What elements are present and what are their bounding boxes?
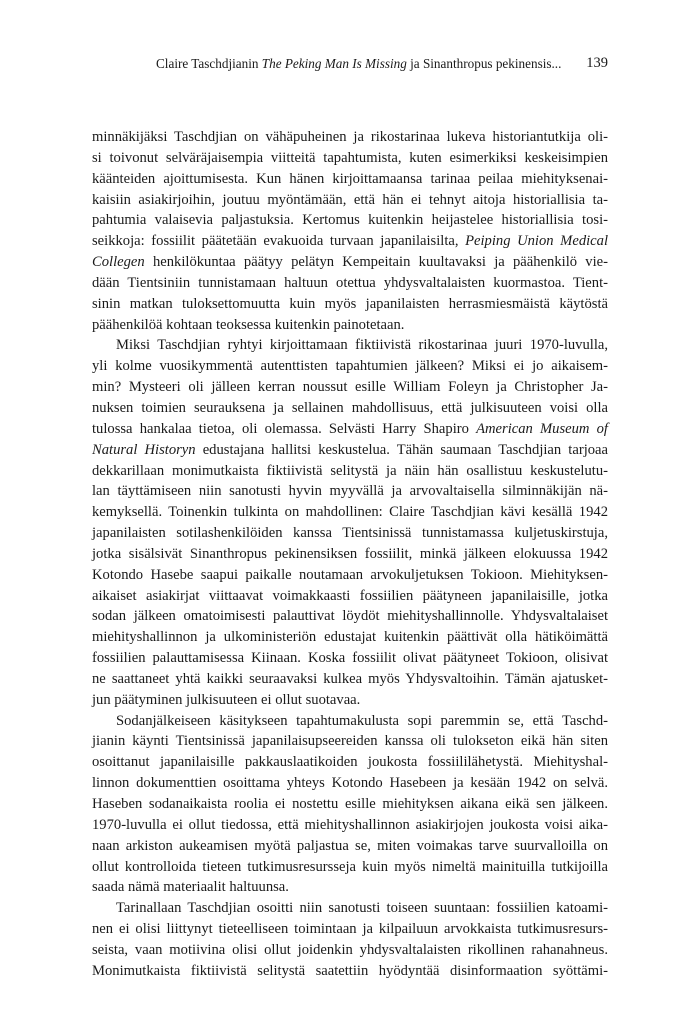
text-line bbox=[92, 398, 608, 419]
text-segment: henkilökuntaa päätyy pelätyn Kempeitain kuultavaksi ja päähenkilö vie- bbox=[144, 254, 608, 271]
text-line bbox=[92, 711, 608, 732]
text-line bbox=[92, 669, 608, 690]
page-number: 139 bbox=[586, 55, 608, 71]
text-segment: nuksen toimien seurauksena ja sellainen mahdollisuus, että julkisuuteen voisi olla bbox=[92, 399, 608, 416]
italic-text: Natural Historyn bbox=[92, 441, 196, 458]
italic-text: American Museum of bbox=[476, 420, 608, 437]
text-segment: seista, vaan motiivina olisi ollut joidenkin yhdysvaltalaisten rikollinen rahanahneus. bbox=[92, 941, 608, 958]
text-line bbox=[92, 773, 608, 794]
text-segment: dään Tientsiniin tunnistamaan haltuun otettua yhdysvaltalaisten kuormastoa. Tient- bbox=[92, 274, 608, 291]
text-line bbox=[92, 294, 608, 315]
text-line bbox=[92, 335, 608, 356]
text-segment: Kotondo Hasebe saapui paikalle noutamaan arvokuljetuksen Tokioon. Miehityksen- bbox=[92, 566, 608, 583]
italic-text: Peiping Union Medical bbox=[465, 233, 608, 250]
text-line bbox=[92, 356, 608, 377]
text-segment: kemyksellä. Toinenkin tulkinta on mahdollinen: Claire Taschdjian kävi kesällä 1942 bbox=[92, 504, 608, 521]
text-line bbox=[92, 565, 608, 586]
text-line bbox=[92, 586, 608, 607]
text-segment: Sodanjälkeiseen käsitykseen tapahtumakulusta sopi paremmin se, että Taschd- bbox=[116, 712, 608, 729]
text-segment: saada nämä materiaalit haltuunsa. bbox=[92, 879, 289, 896]
running-head-rest: ja Sinanthropus pekinensis... bbox=[410, 56, 562, 71]
text-line bbox=[92, 190, 608, 211]
text-line bbox=[92, 315, 608, 336]
text-segment: si toivonut selväräjaisempia viitteitä tapahtumista, kuten esimerkiksi keskeisimpien bbox=[92, 149, 608, 166]
text-segment: tulossa hankalaa tietoa, oli olemassa. Selvästi Harry Shapiro bbox=[92, 420, 477, 437]
text-segment: jianin käynti Tientsinissä japanilaisupseereiden kanssa oli tulokseton eikä hän siten bbox=[92, 733, 608, 750]
text-segment: lan täyttämiseen niin sanotusti hyvin myyvällä ja arvovaltaisella silminnäkijän nä- bbox=[92, 483, 608, 500]
text-line bbox=[92, 794, 608, 815]
text-segment: nen ei olisi liittynyt tieteelliseen toimintaan ja kilpailuun arvokkaista tutkimusresurs- bbox=[92, 921, 608, 938]
running-head-author: Claire Taschdjianin bbox=[156, 56, 259, 71]
text-line bbox=[92, 210, 608, 231]
text-line bbox=[92, 544, 608, 565]
running-head bbox=[156, 56, 561, 72]
text-line bbox=[92, 169, 608, 190]
text-line bbox=[92, 523, 608, 544]
text-segment: käänteiden ajoittumisesta. Kun hänen kirjoittamaansa tarinaa peilaa miehityksenai- bbox=[92, 170, 608, 187]
text-line bbox=[92, 481, 608, 502]
page-header bbox=[92, 56, 608, 76]
text-segment: Haseben sodanaikaista roolia ei nostettu esille miehityksen aikana eikä sen jälkeen. bbox=[92, 796, 608, 812]
text-segment: seikkoja: fossiilit päätetään evakuoida turvaan japanilaisilta, bbox=[92, 233, 466, 250]
text-segment: Monimutkaista fiktiivistä selitystä saatettiin hyödyntää disinformaation syöttämi- bbox=[92, 962, 608, 979]
text-segment: japanilaisten sotilashenkilöiden kanssa Tientsinissä tunnistamassa kuljetuskirstuja, bbox=[92, 525, 608, 542]
text-segment: jotka sisälsivät Sinanthropus pekinensiksen fossiilit, minkä jälkeen elokuussa 1942 bbox=[92, 545, 608, 562]
text-line bbox=[92, 752, 608, 773]
text-line bbox=[92, 857, 608, 878]
text-line bbox=[92, 815, 608, 836]
text-line bbox=[92, 461, 608, 482]
text-segment: ne saattaneet yhtä kaikki seuraavaksi kulkea myös Yhdysvaltoihin. Tämän ajatusket- bbox=[92, 670, 608, 687]
text-line bbox=[92, 627, 608, 648]
text-segment: jun päätyminen julkisuuteen ei ollut suotavaa. bbox=[92, 691, 361, 708]
text-line bbox=[92, 898, 608, 919]
text-segment: miehityshallinnon ja ulkoministeriön edustajat kuitenkin päättivät olla hätiköimättä bbox=[92, 629, 608, 646]
text-line bbox=[92, 127, 608, 148]
text-line bbox=[92, 252, 608, 273]
text-segment: naan arkiston aukeamisen myötä paljastua se, miten voimakas tarve suurvalloilla on bbox=[92, 837, 608, 854]
text-line bbox=[92, 440, 608, 461]
body-text bbox=[92, 127, 608, 982]
text-segment: sinin matkan tuloksettomuutta kuin myös japanilaisten herrasmiesmäistä käytöstä bbox=[92, 295, 608, 312]
text-segment: Miksi Taschdjian ryhtyi kirjoittamaan fiktiivistä rikostarinaa juuri 1970-luvulla, bbox=[116, 337, 608, 354]
text-line bbox=[92, 836, 608, 857]
text-line bbox=[92, 961, 608, 982]
text-line bbox=[92, 606, 608, 627]
text-segment: ollut kontrolloida tieteen tutkimusresursseja kuin myös nimeltä mainituilla tutkijoilla bbox=[92, 858, 608, 875]
text-line bbox=[92, 731, 608, 752]
text-segment: kaisiin asiakirjoihin, joutuu myöntämään, että hän ei tehnyt aitoja historiallisia ta- bbox=[92, 191, 608, 208]
running-head-book-title: The Peking Man Is Missing bbox=[261, 56, 407, 71]
text-line bbox=[92, 940, 608, 961]
text-segment: linnon dokumenttien osoittama yhteys Kotondo Hasebeen ja kesään 1942 on selvä. bbox=[92, 775, 608, 792]
text-segment: yli kolme vuosikymmentä autenttisten tapahtumien jälkeen? Miksi ei jo aikaisem- bbox=[92, 358, 608, 375]
text-line bbox=[92, 648, 608, 669]
text-line bbox=[92, 419, 608, 440]
text-line bbox=[92, 231, 608, 252]
text-segment: päähenkilöä kohtaan teoksessa kuitenkin painotetaan. bbox=[92, 316, 405, 333]
text-line bbox=[92, 502, 608, 523]
text-segment: edustajana hallitsi keskustelua. Tähän saumaan Taschdjian tarjoaa bbox=[195, 441, 608, 458]
text-segment: Tarinallaan Taschdjian osoitti niin sanotusti toiseen suuntaan: fossiilien katoami- bbox=[116, 900, 608, 917]
text-line bbox=[92, 273, 608, 294]
text-line bbox=[92, 377, 608, 398]
text-segment: minnäkijäksi Taschdjian on vähäpuheinen ja rikostarinaa lukeva historiantutkija oli- bbox=[92, 129, 608, 145]
text-line bbox=[92, 690, 608, 711]
text-segment: dekkarillaan monimutkaista fiktiivistä selitystä ja näin hän osallistuu keskustelutu- bbox=[92, 462, 608, 479]
text-segment: fossiilien palauttamisessa Kiinaan. Koska fossiilit olivat päätyneet Tokioon, olisivat bbox=[92, 650, 608, 667]
text-segment: min? Mysteeri oli jälleen kerran noussut esille William Foleyn ja Christopher Ja- bbox=[92, 379, 608, 396]
text-line bbox=[92, 919, 608, 940]
text-line bbox=[92, 148, 608, 169]
text-segment: aikaiset asiakirjat viittaavat voimakkaasti fossiilien päätyneen japanilaisille, jotka bbox=[92, 587, 608, 604]
italic-text: Collegen bbox=[92, 254, 145, 271]
text-segment: sodan jälkeen omatoimisesti palauttivat löydöt miehityshallinnolle. Yhdysvaltalaiset bbox=[92, 608, 608, 625]
text-segment: pahtumia valaisevia paljastuksia. Kertomus kuitenkin heijastelee historiallisia tosi- bbox=[92, 212, 608, 229]
text-segment: osoittanut japanilaisille pakkauslaatikoiden joukosta fossiililähetystä. Miehityshal- bbox=[92, 754, 608, 771]
text-line bbox=[92, 877, 608, 898]
text-segment: 1970-luvulla ei ollut tiedossa, että miehityshallinnon asiakirjojen joukosta voisi aika- bbox=[92, 816, 608, 833]
